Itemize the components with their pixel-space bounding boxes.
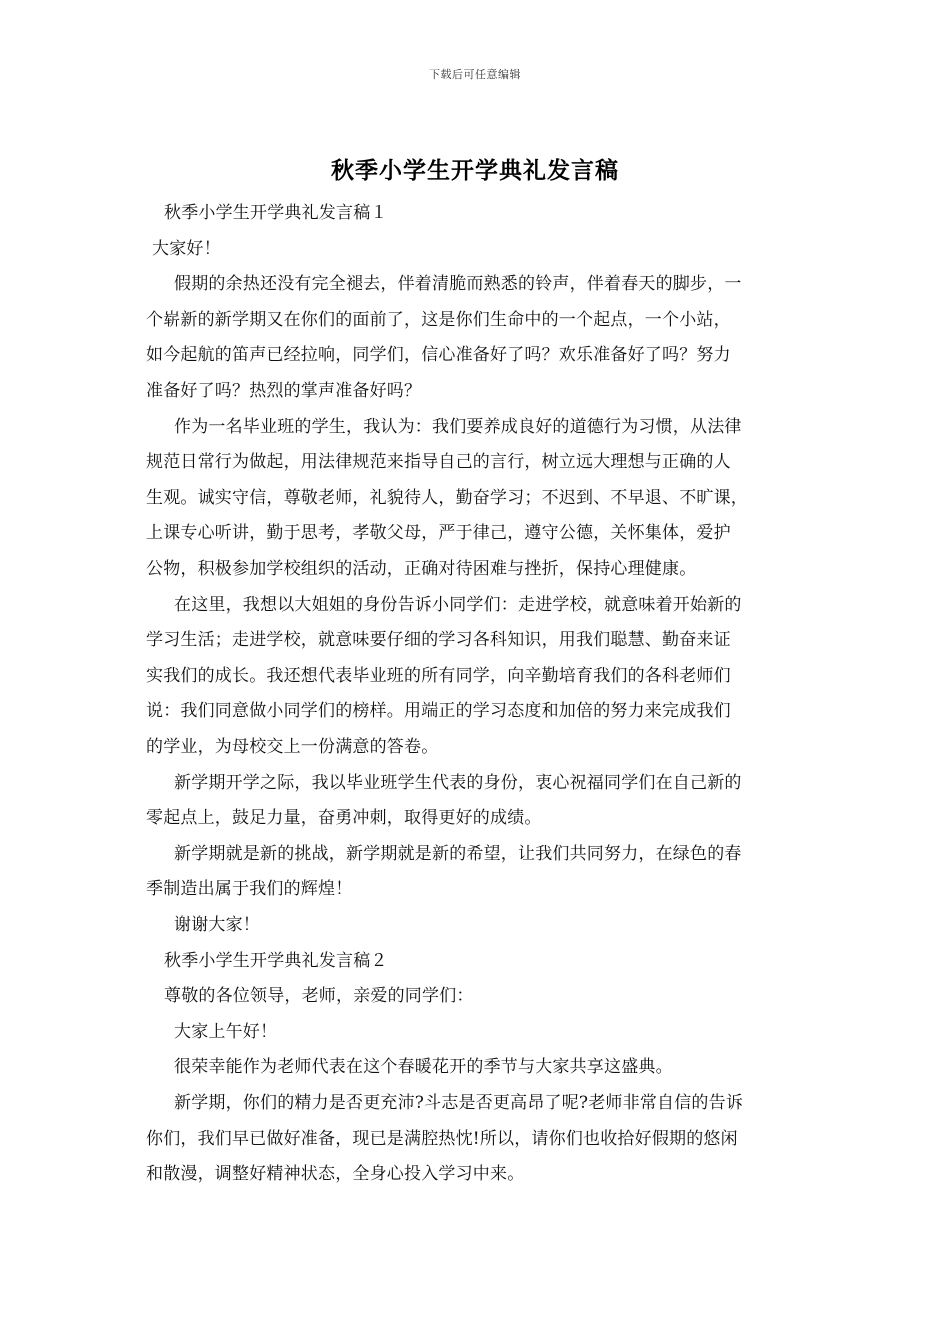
page-title: 秋季小学生开学典礼发言稿 bbox=[331, 157, 619, 184]
text-line: 你们，我们早已做好准备，现已是满腔热忱!所以，请你们也收拾好假期的悠闲 bbox=[146, 1128, 738, 1149]
text-line: 新学期，你们的精力是否更充沛?斗志是否更高昂了呢?老师非常自信的告诉 bbox=[174, 1093, 744, 1113]
text-line: 准备好了吗？热烈的掌声准备好吗？ bbox=[146, 381, 422, 401]
text-line: 新学期开学之际，我以毕业班学生代表的身份，衷心祝福同学们在自己新的 bbox=[174, 772, 742, 793]
text-line: 生观。诚实守信，尊敬老师，礼貌待人，勤奋学习；不迟到、不早退、不旷课， bbox=[146, 487, 748, 508]
text-line: 新学期就是新的挑战，新学期就是新的希望，让我们共同努力，在绿色的春 bbox=[174, 843, 742, 864]
text-line: 秋季小学生开学典礼发言稿２ bbox=[164, 950, 388, 971]
text-line: 在这里，我想以大姐姐的身份告诉小同学们：走进学校，就意味着开始新的 bbox=[174, 594, 742, 615]
text-line: 季制造出属于我们的辉煌！ bbox=[146, 879, 353, 900]
text-line: 上课专心听讲，勤于思考，孝敬父母，严于律己，遵守公德，关怀集体，爱护 bbox=[146, 523, 731, 544]
text-line: 公物，积极参加学校组织的活动，正确对待困难与挫折，保持心理健康。 bbox=[146, 559, 697, 579]
text-line: 个崭新的新学期又在你们的面前了，这是你们生命中的一个起点，一个小站， bbox=[146, 309, 731, 330]
text-line: 规范日常行为做起，用法律规范来指导自己的言行，树立远大理想与正确的人 bbox=[146, 452, 731, 473]
text-line: 大家上午好！ bbox=[174, 1021, 278, 1042]
text-line: 的学业，为母校交上一份满意的答卷。 bbox=[146, 737, 439, 757]
text-line: 实我们的成长。我还想代表毕业班的所有同学，向辛勤培育我们的各科老师们 bbox=[146, 665, 731, 686]
text-line: 学习生活；走进学校，就意味要仔细的学习各科知识，用我们聪慧、勤奋来证 bbox=[146, 630, 731, 651]
text-line: 谢谢大家！ bbox=[174, 915, 260, 935]
text-line: 作为一名毕业班的学生，我认为：我们要养成良好的道德行为习惯，从法律 bbox=[174, 416, 742, 437]
text-line: 零起点上，鼓足力量，奋勇冲刺，取得更好的成绩。 bbox=[146, 808, 542, 829]
text-line: 很荣幸能作为老师代表在这个春暖花开的季节与大家共享这盛典。 bbox=[174, 1057, 673, 1078]
header-note: 下载后可任意编辑 bbox=[429, 68, 521, 81]
text-line: 大家好！ bbox=[152, 238, 221, 259]
text-line: 说：我们同意做小同学们的榜样。用端正的学习态度和加倍的努力来完成我们 bbox=[146, 701, 731, 722]
text-line: 如今起航的笛声已经拉响，同学们，信心准备好了吗？欢乐准备好了吗？努力 bbox=[146, 345, 731, 366]
text-line: 尊敬的各位领导，老师，亲爱的同学们： bbox=[164, 986, 474, 1007]
text-line: 秋季小学生开学典礼发言稿１ bbox=[164, 203, 388, 223]
text-line: 假期的余热还没有完全褪去，伴着清脆而熟悉的铃声，伴着春天的脚步，一 bbox=[174, 274, 742, 295]
text-line: 和散漫，调整好精神状态，全身心投入学习中来。 bbox=[146, 1164, 525, 1185]
